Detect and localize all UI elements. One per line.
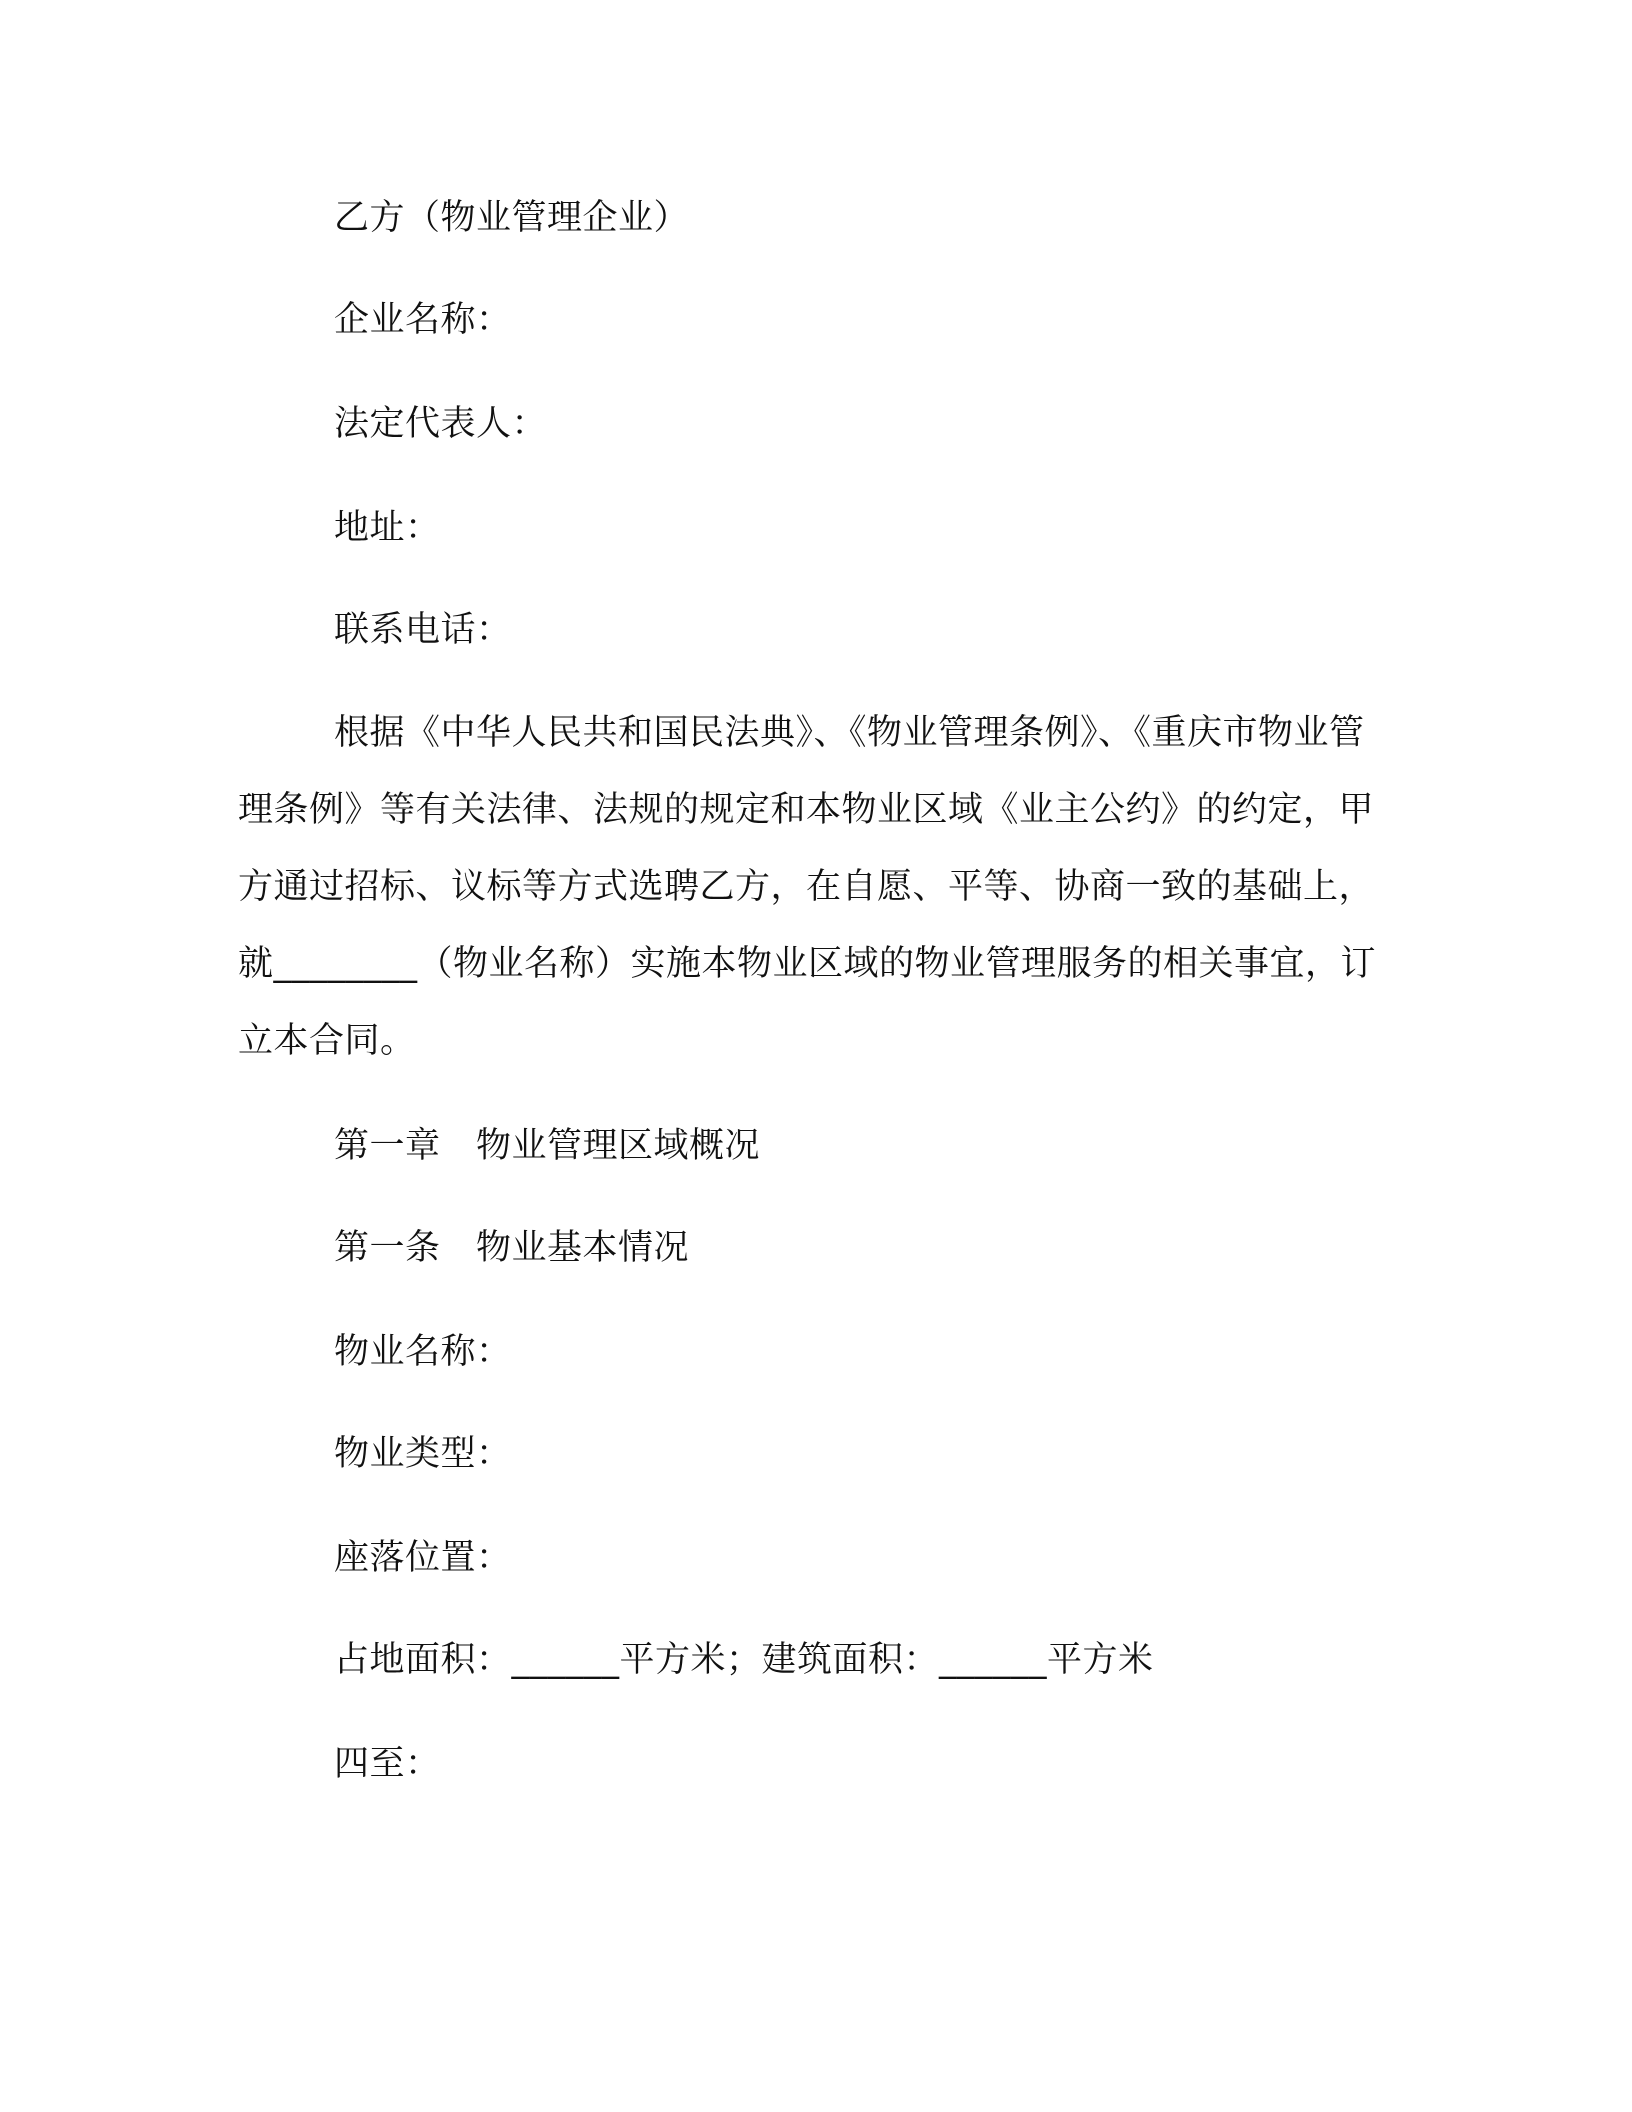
property-type-label: 物业类型： [334,1434,512,1474]
phone-label: 联系电话： [334,610,512,650]
area-line: 占地面积：______平方米；建筑面积：______平方米 [334,1640,1154,1680]
boundaries-label: 四至： [334,1744,441,1784]
company-name-label: 企业名称： [334,300,512,340]
address-label: 地址： [334,508,441,548]
party-b-heading: 乙方（物业管理企业） [334,198,690,238]
article-heading: 第一条 物业基本情况 [334,1228,690,1268]
chapter-heading: 第一章 物业管理区域概况 [334,1126,761,1166]
location-label: 座落位置： [334,1538,512,1578]
intro-paragraph: 根据《中华人民共和国民法典》、《物业管理条例》、《重庆市物业管理条例》等有关法律、法规的规定和本物业区域《业主公约》的约定，甲方通过招标、议标等方式选聘乙方，在自愿、平等、协商一致的基础上，就________（物业名称）实施本物业区域的物业管理服务的相关事宜，订立本合同。 [238,713,1377,1061]
legal-representative-label: 法定代表人： [334,404,548,444]
property-name-label: 物业名称： [334,1332,512,1372]
